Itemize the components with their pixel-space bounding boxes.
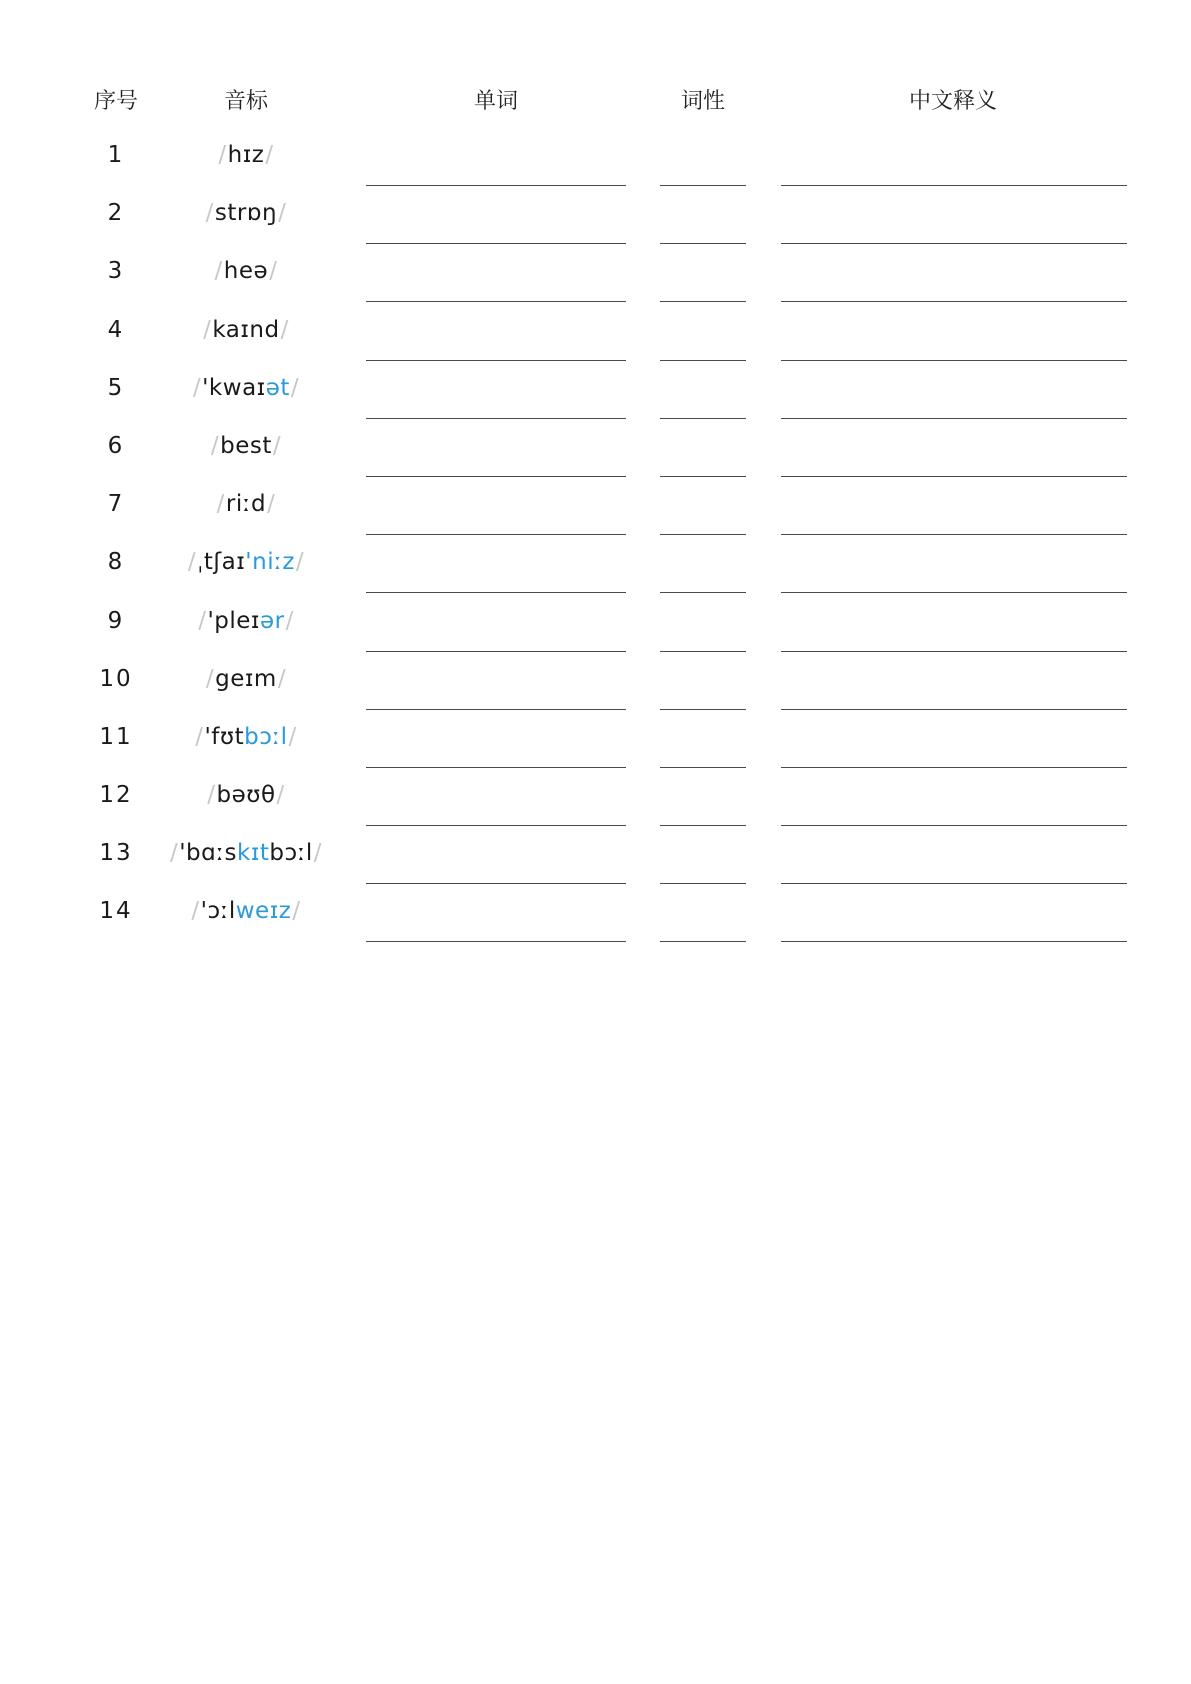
phonetic-transcription [156,313,336,347]
phonetic-segment-highlighted: ər [259,607,285,634]
table-row [0,652,1191,710]
phonetic-slash-open: / [205,200,214,227]
phonetic-slash-open: / [187,549,197,576]
table-row [0,244,1191,302]
phonetic-slash-open: / [195,723,204,750]
table-header [0,84,1191,120]
phonetic-transcription [156,894,336,928]
phonetic-transcription [156,429,336,463]
header-chinese-meaning: 中文释义 [908,89,997,114]
row-number: 4 [107,316,125,343]
phonetic-slash-open: / [214,258,223,285]
phonetic-segment: 'kwaɪ [202,374,266,401]
phonetic-segment: ˌtʃaɪ [197,549,246,576]
phonetic-segment-highlighted: kɪt [237,840,270,867]
phonetic-transcription [156,604,336,638]
table-row [0,186,1191,244]
phonetic-segment: 'pleɪ [207,607,260,634]
table-row [0,419,1191,477]
phonetic-segment: riːd [225,491,267,518]
phonetic-slash-open: / [203,316,212,343]
phonetic-segment: heə [223,258,269,285]
row-number: 14 [99,898,133,925]
phonetic-slash-close: / [265,142,274,168]
phonetic-segment: 'ɔːl [200,898,236,925]
phonetic-slash-close: / [267,491,276,518]
phonetic-slash-close: / [295,549,305,576]
row-number: 9 [107,607,125,634]
phonetic-slash-close: / [277,665,287,692]
table-row [0,477,1191,535]
phonetic-slash-open: / [198,607,207,634]
table-row [0,710,1191,768]
table-row [0,594,1191,652]
row-number: 10 [99,665,133,692]
phonetic-transcription [156,778,336,812]
phonetic-segment: hɪz [227,142,265,168]
phonetic-slash-close: / [292,898,301,925]
row-number: 8 [107,549,125,576]
phonetic-segment: bɔːl [269,840,313,867]
table-row [0,826,1191,884]
phonetic-transcription [156,138,336,172]
phonetic-slash-open: / [216,491,225,518]
row-number: 12 [99,782,133,809]
row-number: 2 [107,200,125,227]
word-answer-line[interactable] [366,941,626,942]
header-word: 单词 [473,89,518,114]
phonetic-segment: 'fʊt [204,723,245,750]
phonetic-slash-open: / [205,665,215,692]
phonetic-slash-close: / [313,840,323,867]
header-part-of-speech: 词性 [680,89,725,114]
phonetic-slash-close: / [269,258,278,285]
phonetic-slash-open: / [207,782,216,809]
phonetic-segment-highlighted: ət [265,374,290,401]
part-of-speech-answer-line[interactable] [660,941,746,942]
phonetic-slash-open: / [191,898,200,925]
phonetic-slash-open: / [218,142,227,168]
phonetic-slash-close: / [290,374,300,401]
row-number: 7 [107,491,125,518]
phonetic-transcription [156,196,336,230]
row-number: 11 [99,723,133,750]
phonetic-slash-close: / [276,782,285,809]
row-number: 13 [99,840,133,867]
phonetic-slash-close: / [272,432,282,459]
phonetic-transcription [156,662,336,696]
table-row [0,884,1191,942]
table-row [0,128,1191,186]
vocabulary-rows [0,128,1191,943]
phonetic-slash-close: / [280,316,289,343]
phonetic-segment: bəʊθ [216,782,276,809]
phonetic-slash-open: / [210,432,220,459]
table-row [0,535,1191,593]
phonetic-transcription [156,545,336,579]
phonetic-slash-close: / [288,723,297,750]
phonetic-segment-highlighted: bɔːl [244,723,288,750]
phonetic-segment: kaɪnd [212,316,280,343]
phonetic-transcription [156,254,336,288]
header-number: 序号 [93,89,138,114]
phonetic-slash-close: / [278,200,287,227]
table-row [0,303,1191,361]
phonetic-transcription [156,487,336,521]
phonetic-transcription [156,720,336,754]
meaning-answer-line[interactable] [781,941,1127,942]
phonetic-transcription [156,836,336,870]
table-row [0,361,1191,419]
row-number: 5 [107,374,125,401]
phonetic-segment-highlighted: weɪz [235,898,292,925]
phonetic-segment: best [220,432,272,459]
phonetic-segment-highlighted: 'niːz [245,549,295,576]
phonetic-slash-open: / [192,374,202,401]
row-number: 1 [107,142,125,168]
phonetic-transcription [156,371,336,405]
header-phonetic: 音标 [223,89,268,114]
phonetic-segment: 'bɑːs [179,840,237,867]
row-number: 3 [107,258,125,285]
row-number: 6 [107,432,125,459]
phonetic-segment: geɪm [215,665,277,692]
table-row [0,768,1191,826]
phonetic-slash-open: / [169,840,179,867]
phonetic-segment: strɒŋ [214,200,278,227]
phonetic-slash-close: / [285,607,294,634]
